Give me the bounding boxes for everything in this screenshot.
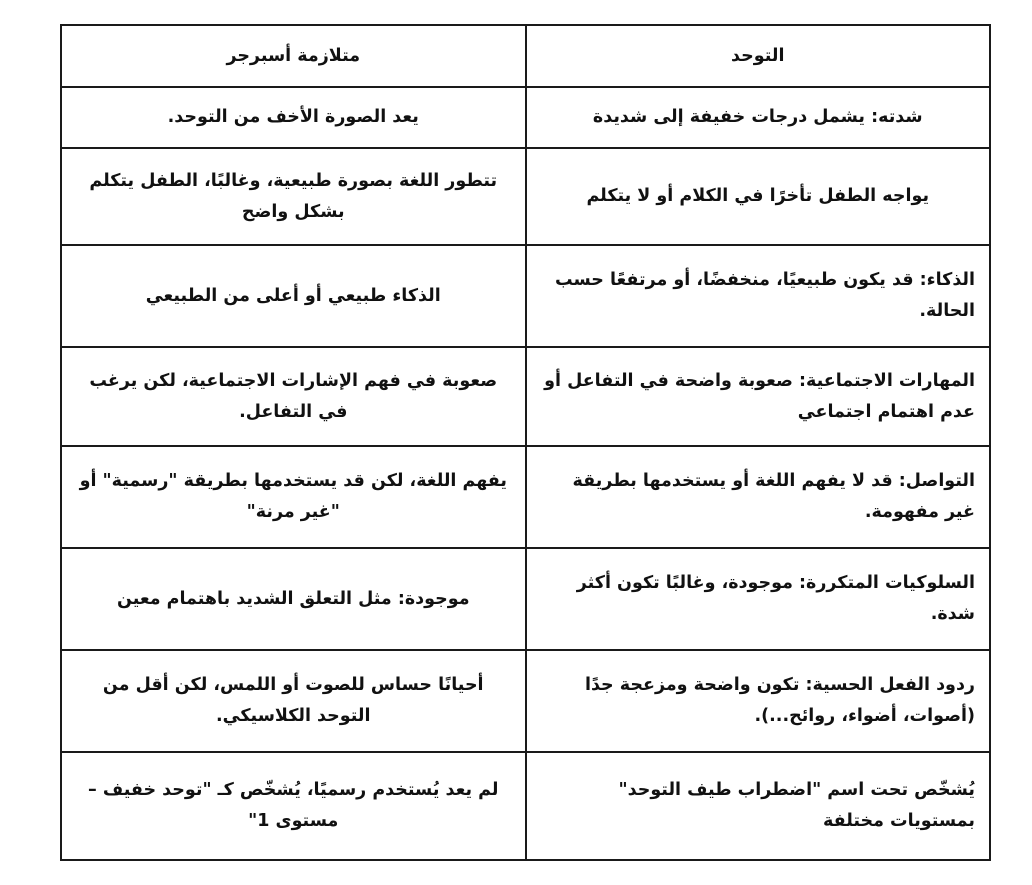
asperger-cell: الذكاء طبيعي أو أعلى من الطبيعي	[61, 245, 526, 347]
autism-cell: السلوكيات المتكررة: موجودة، وغالبًا تكون أكثر شدة.	[526, 548, 991, 650]
autism-cell: يواجه الطفل تأخرًا في الكلام أو لا يتكلم	[526, 148, 991, 245]
table-row	[61, 446, 990, 548]
asperger-cell: موجودة: مثل التعلق الشديد باهتمام معين	[61, 548, 526, 650]
table-row	[61, 347, 990, 446]
asperger-cell: يفهم اللغة، لكن قد يستخدمها بطريقة "رسمية" أو "غير مرنة"	[61, 446, 526, 548]
header-row	[61, 25, 990, 87]
autism-cell: ردود الفعل الحسية: تكون واضحة ومزعجة جدًا (أصوات، أضواء، روائح...).	[526, 650, 991, 752]
asperger-cell: يعد الصورة الأخف من التوحد.	[61, 87, 526, 148]
table-row	[61, 148, 990, 245]
autism-cell: يُشخّص تحت اسم "اضطراب طيف التوحد" بمستويات مختلفة	[526, 752, 991, 860]
autism-cell: شدته: يشمل درجات خفيفة إلى شديدة	[526, 87, 991, 148]
asperger-cell: تتطور اللغة بصورة طبيعية، وغالبًا، الطفل يتكلم بشكل واضح	[61, 148, 526, 245]
autism-cell: الذكاء: قد يكون طبيعيًا، منخفضًا، أو مرتفعًا حسب الحالة.	[526, 245, 991, 347]
autism-cell: التواصل: قد لا يفهم اللغة أو يستخدمها بطريقة غير مفهومة.	[526, 446, 991, 548]
table-row	[61, 87, 990, 148]
table-row	[61, 650, 990, 752]
asperger-cell: صعوبة في فهم الإشارات الاجتماعية، لكن يرغب في التفاعل.	[61, 347, 526, 446]
table-row	[61, 548, 990, 650]
header-asperger: متلازمة أسبرجر	[61, 25, 526, 87]
header-autism: التوحد	[526, 25, 991, 87]
autism-cell: المهارات الاجتماعية: صعوبة واضحة في التفاعل أو عدم اهتمام اجتماعي	[526, 347, 991, 446]
asperger-cell: أحيانًا حساس للصوت أو اللمس، لكن أقل من التوحد الكلاسيكي.	[61, 650, 526, 752]
comparison-table	[60, 24, 991, 861]
table-row	[61, 245, 990, 347]
asperger-cell: لم يعد يُستخدم رسميًا، يُشخّص كـ "توحد خفيف – مستوى 1"	[61, 752, 526, 860]
table-row	[61, 752, 990, 860]
